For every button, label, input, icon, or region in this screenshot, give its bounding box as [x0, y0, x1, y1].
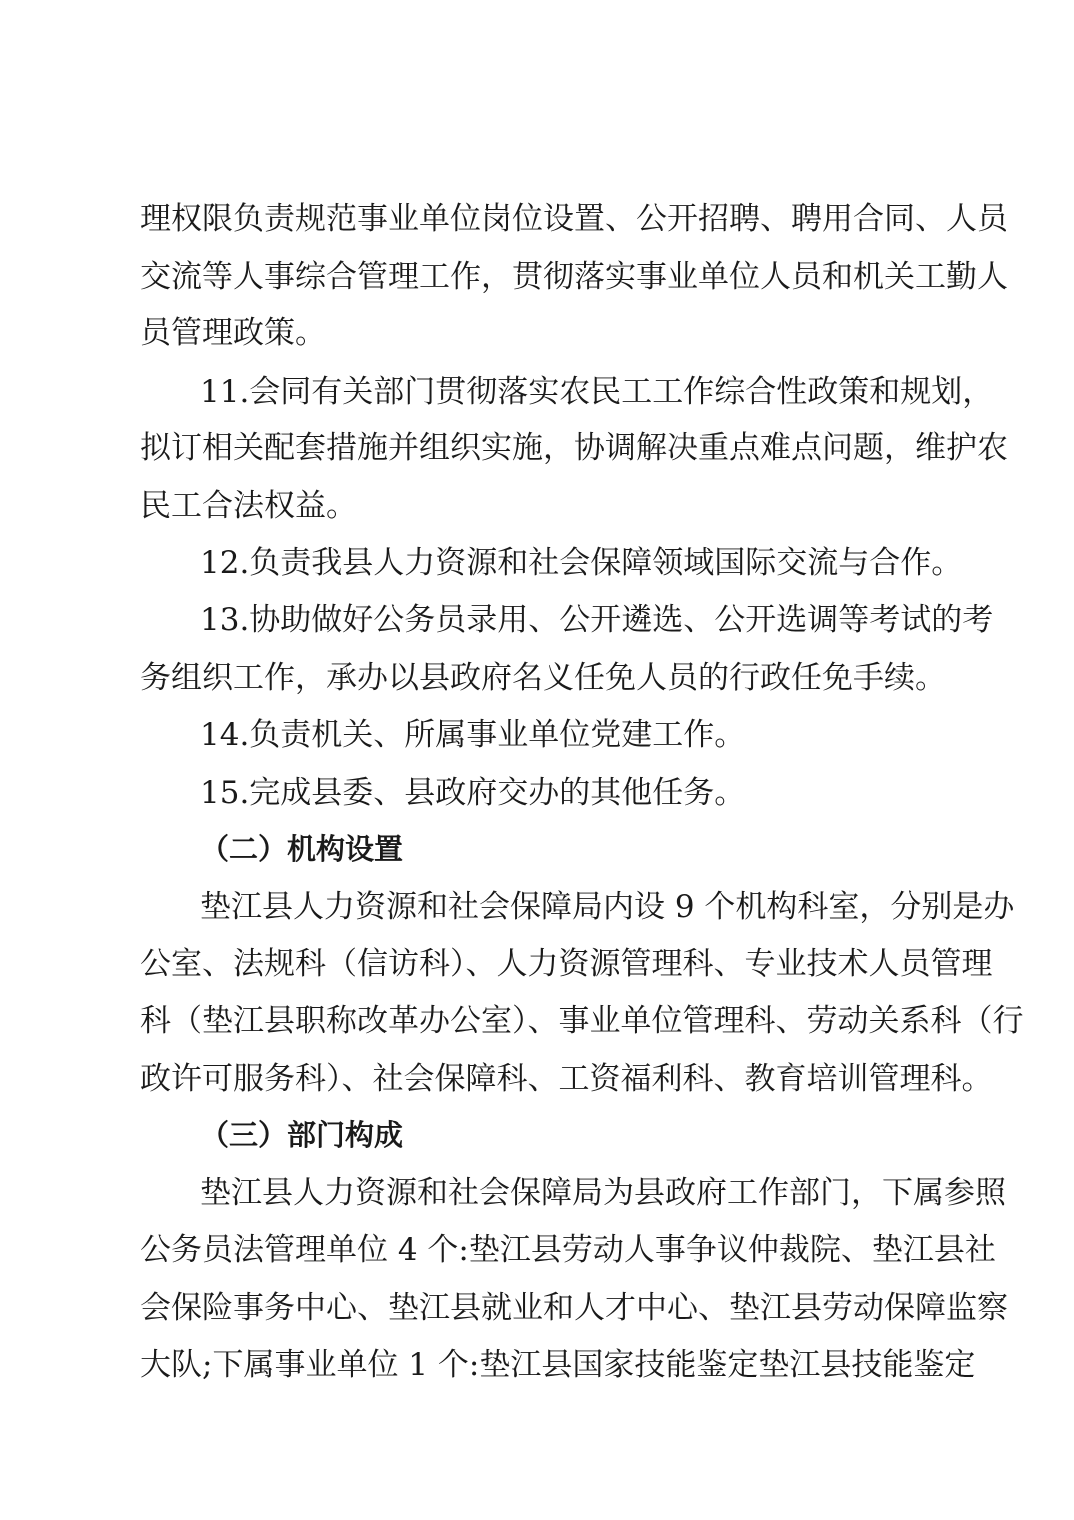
- section-heading: （三）部门构成: [200, 1118, 404, 1152]
- paragraph-line: 大队;下属事业单位 1 个:垫江县国家技能鉴定垫江县技能鉴定: [140, 1347, 976, 1383]
- paragraph-line: 理权限负责规范事业单位岗位设置、公开招聘、聘用合同、人员: [140, 201, 1008, 237]
- paragraph-line: 政许可服务科）、社会保障科、工资福利科、教育培训管理科。: [140, 1061, 993, 1097]
- section-heading: （二）机构设置: [200, 832, 404, 866]
- paragraph-line: 13.协助做好公务员录用、公开遴选、公开选调等考试的考: [200, 602, 994, 638]
- paragraph-line: 垫江县人力资源和社会保障局内设 9 个机构科室，分别是办: [200, 889, 1015, 925]
- paragraph-line: 垫江县人力资源和社会保障局为县政府工作部门，下属参照: [200, 1175, 1006, 1211]
- paragraph-line: 15.完成县委、县政府交办的其他任务。: [200, 775, 746, 811]
- paragraph-line: 员管理政策。: [140, 315, 326, 351]
- paragraph-line: 务组织工作，承办以县政府名义任免人员的行政任免手续。: [140, 660, 946, 696]
- paragraph-line: 14.负责机关、所属事业单位党建工作。: [200, 717, 746, 753]
- paragraph-line: 12.负责我县人力资源和社会保障领域国际交流与合作。: [200, 545, 963, 581]
- paragraph-line: 科（垫江县职称改革办公室）、事业单位管理科、劳动关系科（行: [140, 1003, 1024, 1039]
- paragraph-line: 公务员法管理单位 4 个:垫江县劳动人事争议仲裁院、垫江县社: [140, 1232, 996, 1268]
- paragraph-line: 拟订相关配套措施并组织实施，协调解决重点难点问题，维护农: [140, 430, 1008, 466]
- paragraph-line: 民工合法权益。: [140, 488, 357, 524]
- paragraph-line: 交流等人事综合管理工作，贯彻落实事业单位人员和机关工勤人: [140, 259, 1008, 295]
- paragraph-line: 11.会同有关部门贯彻落实农民工工作综合性政策和规划，: [200, 374, 994, 410]
- paragraph-line: 公室、法规科（信访科）、人力资源管理科、专业技术人员管理: [140, 946, 993, 982]
- paragraph-line: 会保险事务中心、垫江县就业和人才中心、垫江县劳动保障监察: [140, 1290, 1008, 1326]
